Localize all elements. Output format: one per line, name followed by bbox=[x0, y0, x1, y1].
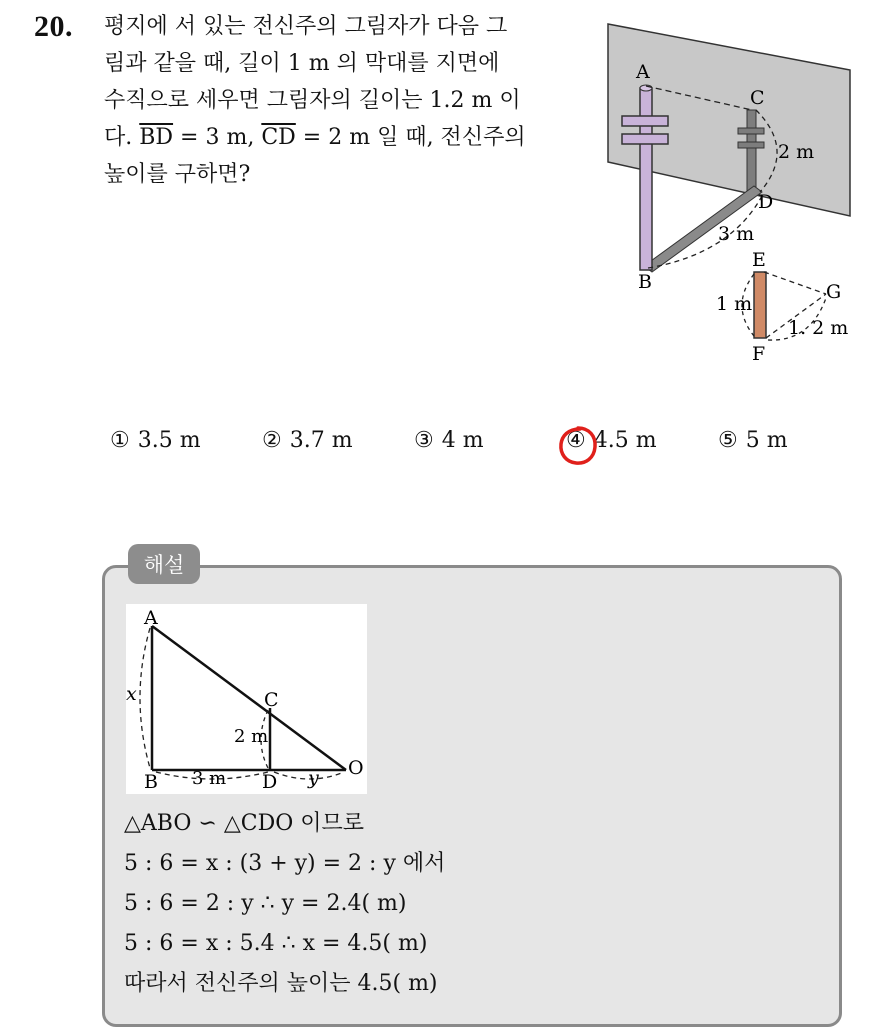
label-c: C bbox=[264, 689, 279, 711]
stick-ray bbox=[764, 272, 826, 294]
solution-text bbox=[124, 804, 445, 1004]
question-line bbox=[104, 119, 584, 156]
choice-text: 3.5 m bbox=[137, 428, 201, 453]
choice-2[interactable] bbox=[262, 428, 353, 453]
pole-top bbox=[640, 85, 652, 91]
choice-text: 4.5 m bbox=[593, 428, 657, 453]
question-line-end: = 2 m 일 때, 전신주의 bbox=[295, 125, 526, 150]
label-ef-length: 1 m bbox=[716, 293, 753, 315]
choice-3[interactable] bbox=[414, 428, 484, 453]
segment-cd: $\overline{CD}$ bbox=[261, 125, 296, 150]
question-line: 림과 같을 때, 길이 1 m 의 막대를 지면에 bbox=[104, 51, 500, 76]
label-b: B bbox=[638, 271, 652, 293]
label-e: E bbox=[752, 249, 766, 271]
solution-line: 5 : 6 = x : 5.4 ∴ x = 4.5( m) bbox=[124, 931, 428, 956]
label-fg-length: 1. 2 m bbox=[788, 317, 849, 339]
label-cd-length: 2 m bbox=[778, 141, 815, 163]
label-g: G bbox=[826, 281, 842, 303]
question-text bbox=[104, 8, 584, 193]
question-line-mid: = 3 m, bbox=[173, 125, 262, 150]
label-a: A bbox=[636, 61, 650, 83]
label-f: F bbox=[752, 343, 766, 365]
label-c: C bbox=[750, 87, 765, 109]
solution-line: 따라서 전신주의 높이는 4.5( m) bbox=[124, 971, 438, 996]
pole-crossbar bbox=[622, 116, 668, 126]
question-number: 20. bbox=[34, 10, 73, 43]
choice-mark: ③ bbox=[414, 428, 434, 453]
label-cd-length: 2 m bbox=[234, 726, 269, 747]
pole-crossbar bbox=[622, 134, 668, 144]
choice-text: 3.7 m bbox=[289, 428, 353, 453]
label-x: x bbox=[126, 683, 137, 705]
choice-mark: ② bbox=[262, 428, 282, 453]
question-line: 높이를 구하면? bbox=[104, 162, 251, 187]
choice-5[interactable] bbox=[718, 428, 788, 453]
question-line: 평지에 서 있는 전신주의 그림자가 다음 그 bbox=[104, 14, 508, 39]
solution-tab: 해설 bbox=[128, 544, 200, 584]
label-d: D bbox=[262, 771, 278, 793]
choice-text: 5 m bbox=[745, 428, 788, 453]
label-bd-length: 3 m bbox=[192, 768, 227, 789]
solution-line: 5 : 6 = 2 : y ∴ y = 2.4( m) bbox=[124, 891, 407, 916]
arc-x bbox=[140, 628, 150, 768]
solution-line: △ABO ∽ △CDO 이므로 bbox=[124, 811, 365, 836]
answer-choices bbox=[110, 428, 830, 464]
wall-shadow-bar bbox=[738, 128, 764, 134]
solution-triangle-figure bbox=[126, 604, 367, 794]
wall-shadow bbox=[747, 110, 756, 192]
segment-ao bbox=[152, 626, 346, 770]
wall-shadow-bar bbox=[738, 142, 764, 148]
label-o: O bbox=[348, 757, 364, 779]
choice-1[interactable] bbox=[110, 428, 201, 453]
stick-ef bbox=[754, 272, 766, 338]
choice-mark: ④ bbox=[566, 428, 586, 453]
label-d: D bbox=[758, 191, 774, 213]
label-bd-length: 3 m bbox=[718, 223, 755, 245]
choice-mark: ① bbox=[110, 428, 130, 453]
solution-line: 5 : 6 = x : (3 + y) = 2 : y 에서 bbox=[124, 851, 446, 876]
question-line-start: 다. bbox=[104, 125, 140, 150]
label-y: y bbox=[308, 767, 319, 789]
segment-bd: $\overline{BD}$ bbox=[139, 125, 174, 150]
question-line: 수직으로 세우면 그림자의 길이는 1.2 m 이 bbox=[104, 88, 521, 113]
selected-answer-circle-icon bbox=[556, 424, 600, 468]
choice-text: 4 m bbox=[441, 428, 484, 453]
choice-mark: ⑤ bbox=[718, 428, 738, 453]
pole-shadow-figure bbox=[600, 10, 860, 370]
label-a: A bbox=[144, 607, 158, 629]
label-b: B bbox=[144, 771, 158, 793]
